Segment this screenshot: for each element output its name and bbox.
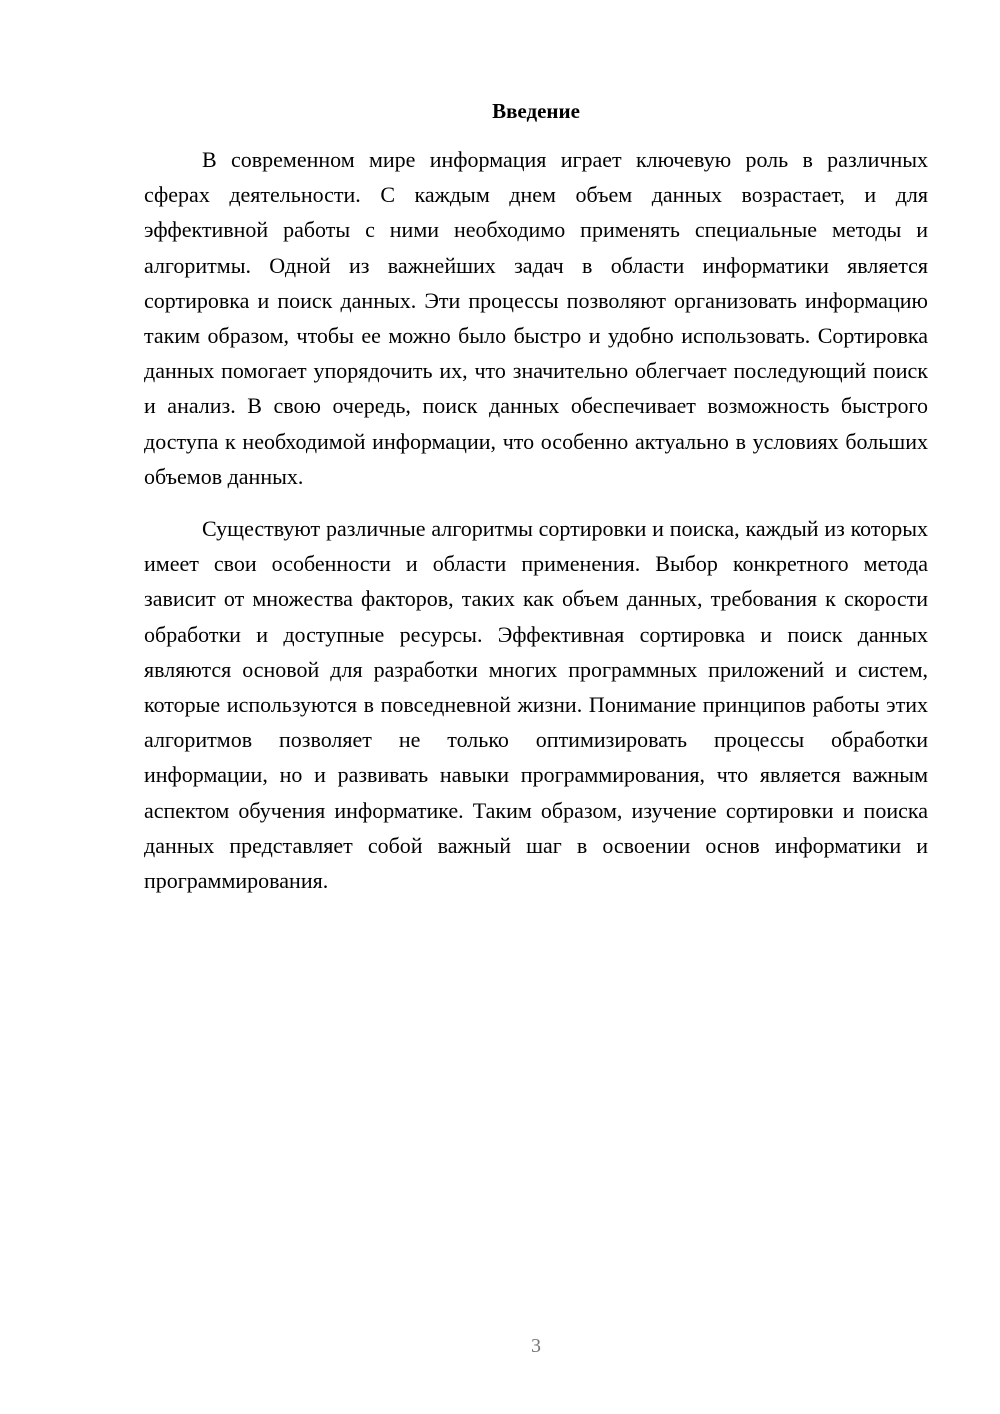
paragraph-1: В современном мире информация играет ключевую роль в различных сферах деятельности. С каждым днем объем данных возрастает, и для эффективной работы с ними необходимо применять специальные методы и алгоритмы. Одной из важнейших задач в области информатики является сортировка и поиск данных. Эти процессы позволяют организовать информацию таким образом, чтобы ее можно было быстро и удобно использовать. Сортировка данных помогает упорядочить их, что значительно облегчает последующий поиск и анализ. В свою очередь, поиск данных обеспечивает возможность быстрого доступа к необходимой информации, что особенно актуально в условиях больших объемов данных.: [144, 147, 928, 489]
page-number: 3: [531, 1335, 541, 1357]
paragraph-2: Существуют различные алгоритмы сортировки и поиска, каждый из которых имеет свои особенности и области применения. Выбор конкретного метода зависит от множества факторов, таких как объем данных, требования к скорости обработки и доступные ресурсы. Эффективная сортировка и поиск данных являются основой для разработки многих программных приложений и систем, которые используются в повседневной жизни. Понимание принципов работы этих алгоритмов позволяет не только оптимизировать процессы обработки информации, но и развивать навыки программирования, что является важным аспектом обучения информатике. Таким образом, изучение сортировки и поиска данных представляет собой важный шаг в освоении основ информатики и программирования.: [144, 516, 928, 894]
body-text: [144, 142, 928, 898]
page-heading: Введение: [492, 99, 580, 123]
